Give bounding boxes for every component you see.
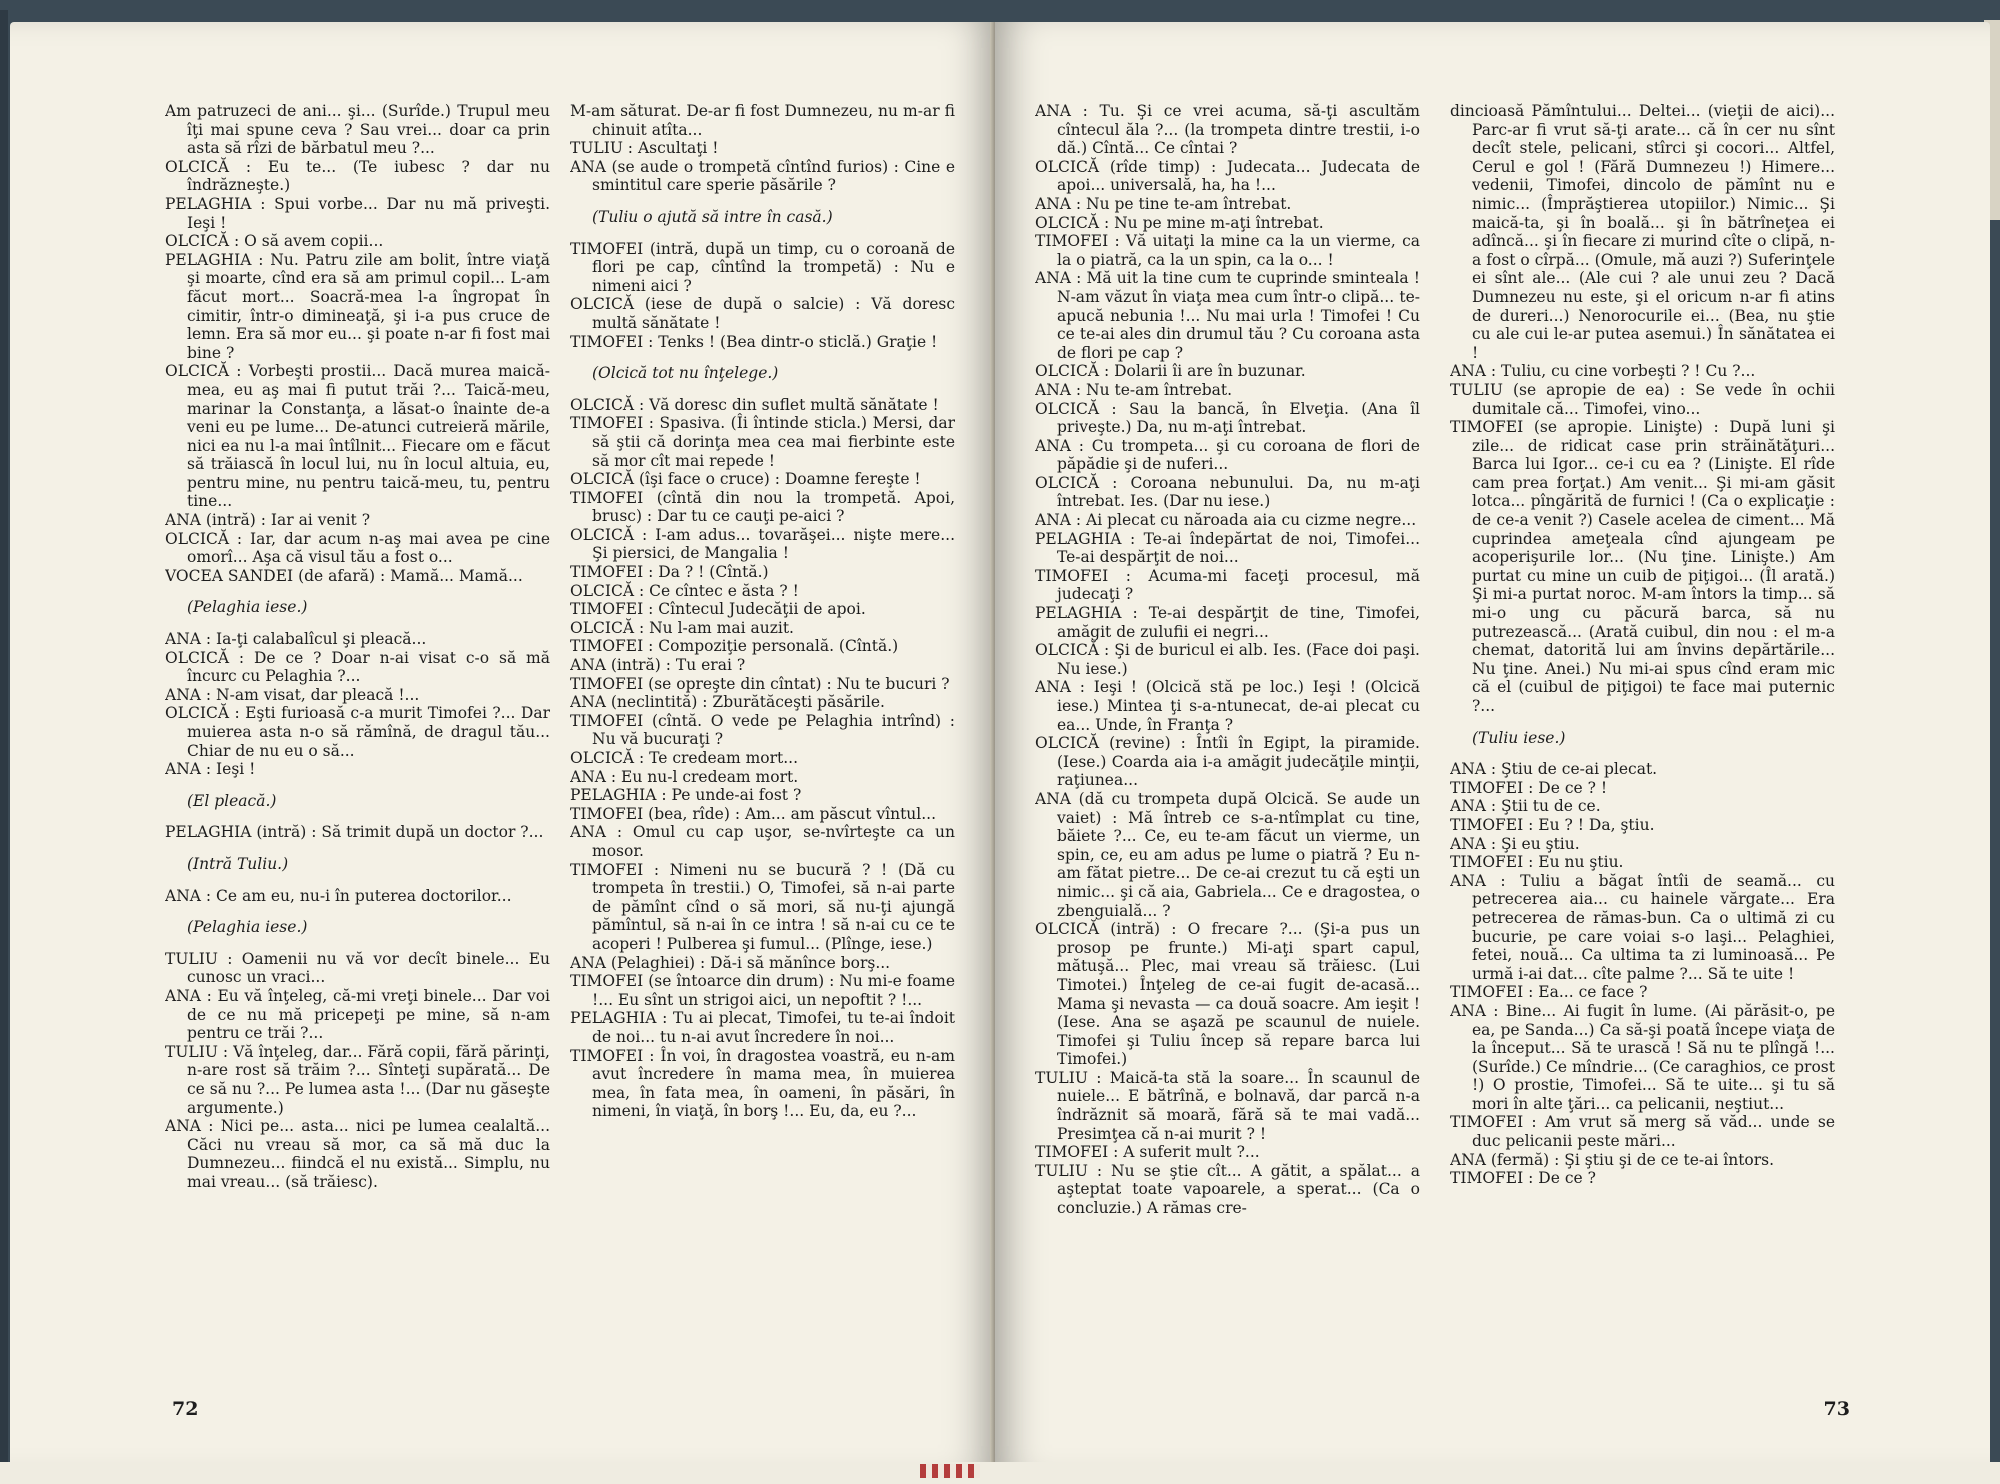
dialogue-line: OLCICĂ (intră) : O frecare ?... (Şi-a pus un prosop pe frunte.) Mi-aţi spart capul, mătuşă... Plec, mai vreau să trăiesc. (Lui Timotei.) Înţeleg de ce-ai fugit de-acasă... Mama şi nevasta — ca două soacre. Am ieşit ! (Iese. Ana se aşază pe scaunul de nuiele. Timofei şi Tuliu încep să repare barca lui Timofei.) [1035, 920, 1420, 1069]
page-number-left: 72 [172, 1398, 199, 1420]
dialogue-line: ANA : Tuliu a băgat întîi de seamă... cu petrecerea aia... cu hainele vărgate... Era petrecerea de rămas-bun. Ca o ultimă zi cu bucurie, pe care voiai s-o laşi... Pelaghiei, fetei, nouă... Ca ultima ta zi luminoasă... Pe urmă i-ai dat... cîte palme ?... Să te uite ! [1450, 871, 1835, 983]
left-page-column-2 [570, 102, 955, 1392]
dialogue-line: ANA : Ieşi ! [165, 760, 256, 779]
dialogue-line: TIMOFEI : Nimeni nu se bucură ? ! (Dă cu trompeta în trestii.) O, Timofei, să n-ai parte de pămînt cînd o să mori, să nu-ţi ajungă pămîntul, să n-ai în ce intra ! să n-ai cu ce te acoperi ! Pulberea şi fumul... (Plînge, iese.) [570, 860, 955, 953]
dialogue-line: TIMOFEI : De ce ? ! [1450, 778, 1608, 797]
dialogue-line: ANA : Omul cu cap uşor, se-nvîrteşte ca un mosor. [570, 823, 955, 860]
dialogue-line: OLCICĂ : Coroana nebunului. Da, nu m-aţi întrebat. Ies. (Dar nu iese.) [1035, 473, 1420, 511]
dialogue-line: dincioasă Pămîntului... Deltei... (vieţii de aici)... Parc-ar fi vrut să-ţi arate... că în cer nu sînt decît stele, pelicani, stîrci şi cocori... Altfel, Cerul e gol ! (Fără Dumnezeu !) Himere... vedenii, Timofei, dincolo de pămînt nu e nimic... (Împrăştierea utopiilor.) Nimic... Şi maică-ta, şi în boală... şi în bătrîneţea ei adîncă... şi în fiecare zi murind cîte o clipă, n-a fost o cîrpă... (Omule, mă auzi ?) Suferinţele ei sînt ale... (Ale cui ? ale unui zeu ? Dacă Dumnezeu nu este, şi el oricum n-ar fi atins de dureri...) Nenorocurile ei... (Bea, nu ştie cu ale cui le-ar putea asemui.) În sănătatea ei ! [1450, 102, 1835, 362]
dialogue-line: OLCICĂ : Dolarii îi are în buzunar. [1035, 362, 1306, 381]
dialogue-line: TULIU : Ascultaţi ! [570, 139, 719, 158]
dialogue-line: TIMOFEI : A suferit mult ?... [1035, 1143, 1260, 1162]
dialogue-line: TIMOFEI : Da ? ! (Cîntă.) [570, 563, 769, 582]
dialogue-line: ANA : Nici pe... asta... nici pe lumea cealaltă... Căci nu vreau să mor, ca să mă duc la Dumnezeu... fiindcă el nu există... Simplu, nu mai vreau... (să trăiesc). [165, 1117, 550, 1191]
dialogue-line: ANA : Ce am eu, nu-i în puterea doctorilor... [165, 886, 512, 905]
dialogue-line: ANA : Ştii tu de ce. [1450, 797, 1601, 816]
dialogue-line: TIMOFEI : Cîntecul Judecăţii de apoi. [570, 600, 866, 619]
dialogue-line: TIMOFEI : Eu nu ştiu. [1450, 853, 1624, 872]
dialogue-line: VOCEA SANDEI (de afară) : Mamă... Mamă... [165, 566, 523, 585]
right-page-column-1 [1035, 102, 1420, 1392]
dialogue-line: ANA : Ai plecat cu năroada aia cu cizme negre... [1035, 511, 1417, 530]
stage-direction: (Tuliu o ajută să intre în casă.) [592, 207, 833, 226]
dialogue-line: TULIU : Nu se ştie cît... A gătit, a spălat... a aşteptat toate vapoarele, a sperat... (Ca o concluzie.) A rămas cre- [1035, 1161, 1420, 1218]
dialogue-line: OLCICĂ : Vă doresc din suflet multă sănătate ! [570, 395, 939, 414]
dialogue-line: ANA : Bine... Ai fugit în lume. (Ai părăsit-o, pe ea, pe Sanda...) Ca să-şi poată începe viaţa de la început... Să te urască ! Să nu te plîngă !... (Surîde.) Ce mîndrie... (Ce caraghios, ce prost !) O prostie, Timofei... Să te uite... şi tu să mori în alte ţări... ca pelicanii, neştiut... [1450, 1001, 1835, 1113]
dialogue-line: OLCICĂ : Te credeam mort... [570, 749, 799, 767]
page-edges [0, 1462, 2000, 1484]
dialogue-line: ANA (neclintită) : Zburătăceşti păsările. [570, 693, 885, 712]
stage-direction: (Intră Tuliu.) [187, 854, 289, 873]
stage-direction: (Pelaghia iese.) [187, 918, 308, 937]
dialogue-line: ANA : N-am visat, dar pleacă !... [165, 685, 420, 704]
dialogue-line: PELAGHIA : Te-ai despărţit de tine, Timofei, amăgit de zulufii ei negri... [1035, 604, 1420, 641]
dialogue-line: ANA : Nu te-am întrebat. [1035, 380, 1233, 399]
dialogue-line: PELAGHIA : Nu. Patru zile am bolit, între viaţă şi moarte, cînd era să am primul copil... L-am făcut mort... Soacră-mea l-a îngropat în cimitir, într-o dimineaţă, şi i-a pus cruce de lemn. Era să mor eu... şi poate n-ar fi fost mai bine ? [165, 250, 550, 362]
dialogue-line: ANA : Eu nu-l credeam mort. [570, 767, 799, 786]
dialogue-line: TIMOFEI (se întoarce din drum) : Nu mi-e foame !... Eu sînt un strigoi aici, un nepoftit ? !... [570, 972, 955, 1009]
dialogue-line: PELAGHIA (intră) : Să trimit după un doctor ?... [165, 823, 544, 842]
dialogue-line: TIMOFEI (cîntă. O vede pe Pelaghia intrînd) : Nu vă bucuraţi ? [570, 711, 955, 749]
dialogue-line: OLCICĂ : Iar, dar acum n-aş mai avea pe cine omorî... Aşa că visul tău a fost o... [165, 529, 550, 567]
dialogue-line: ANA (intră) : Iar ai venit ? [165, 511, 371, 530]
dialogue-line: ANA (intră) : Tu erai ? [570, 656, 746, 675]
dialogue-line: OLCICĂ (rîde timp) : Judecata... Judecata de apoi... universală, ha, ha !... [1035, 157, 1420, 195]
dialogue-line: OLCICĂ (revine) : Întîi în Egipt, la piramide. (Iese.) Coarda aia i-a amăgit judecăţile minţii, raţiunea... [1035, 734, 1420, 790]
dialogue-line: M-am săturat. De-ar fi fost Dumnezeu, nu m-ar fi chinuit atîta... [570, 102, 955, 139]
stage-direction: (El pleacă.) [187, 791, 277, 810]
dialogue-line: TIMOFEI : Compoziţie personală. (Cîntă.) [570, 637, 899, 656]
dialogue-line: ANA : Şi eu ştiu. [1450, 834, 1580, 853]
left-page-column-1 [165, 102, 550, 1392]
dialogue-line: PELAGHIA : Te-ai îndepărtat de noi, Timofei... Te-ai despărţit de noi... [1035, 529, 1420, 567]
dialogue-line: TIMOFEI : Eu ? ! Da, ştiu. [1450, 815, 1655, 834]
dialogue-line: OLCICĂ : Nu pe mine m-aţi întrebat. [1035, 213, 1324, 232]
dialogue-line: TIMOFEI : Ea... ce face ? [1450, 983, 1648, 1002]
dialogue-line: TIMOFEI (bea, rîde) : Am... am păscut vîntul... [570, 804, 937, 823]
dialogue-line: OLCICĂ : De ce ? Doar n-ai visat c-o să mă încurc cu Pelaghia ?... [165, 648, 550, 686]
dialogue-line: OLCICĂ (îşi face o cruce) : Doamne fereşte ! [570, 470, 921, 489]
dialogue-line: Am patruzeci de ani... şi... (Surîde.) Trupul meu îţi mai spune ceva ? Sau vrei... doar ca prin asta să rîzi de bărbatul meu ?... [165, 102, 550, 158]
dialogue-line: ANA : Ştiu de ce-ai plecat. [1450, 760, 1658, 779]
dialogue-line: PELAGHIA : Pe unde-ai fost ? [570, 786, 802, 805]
dialogue-line: OLCICĂ : Ce cîntec e ăsta ? ! [570, 581, 799, 600]
dialogue-line: OLCICĂ : Eşti furioasă c-a murit Timofei ?... Dar muierea asta n-o să rămînă, de dragul tău... Chiar de nu eu o să... [165, 704, 550, 760]
dialogue-line: ANA (Pelaghiei) : Dă-i să mănînce borş... [570, 953, 891, 972]
dialogue-line: ANA : Ia-ţi calabalîcul şi pleacă... [165, 630, 427, 649]
dialogue-line: TIMOFEI (se opreşte din cîntat) : Nu te bucuri ? [570, 674, 950, 693]
dialogue-line: ANA : Tuliu, cu cine vorbeşti ? ! Cu ?... [1450, 362, 1756, 381]
dialogue-line: TULIU : Maică-ta stă la soare... În scaunul de nuiele... E bătrînă, e bolnavă, dar parcă n-a îndrăznit să moară, fără să te mai vadă... Presimţea că n-ai murit ? ! [1035, 1068, 1420, 1143]
dialogue-line: TIMOFEI : Acuma-mi faceţi procesul, mă judecaţi ? [1035, 566, 1420, 604]
dialogue-line: OLCICĂ : Nu l-am mai auzit. [570, 618, 794, 637]
dialogue-line: ANA : Cu trompeta... şi cu coroana de flori de păpădie şi de nuferi... [1035, 436, 1420, 474]
dialogue-line: TULIU : Vă înţeleg, dar... Fără copii, fără părinţi, n-are rost să trăim ?... Sînteţi supărată... De ce să nu ?... Pe lumea asta !... (Dar nu găseşte argumente.) [165, 1042, 550, 1117]
bookmark-ribbon [920, 1464, 980, 1478]
dialogue-line: TIMOFEI : În voi, în dragostea voastră, eu n-am avut încredere în mama mea, în muierea mea, în fata mea, în oameni, în păsări, în nimeni, în viaţă, în borş !... Eu, da, eu ?... [570, 1046, 955, 1121]
dialogue-line: OLCICĂ (iese de după o salcie) : Vă doresc multă sănătate ! [570, 295, 955, 332]
dialogue-line: TIMOFEI : Tenks ! (Bea dintr-o sticlă.) Graţie ! [570, 332, 938, 351]
dialogue-line: TIMOFEI : Am vrut să merg să văd... unde se duc pelicanii peste mări... [1450, 1113, 1835, 1151]
dialogue-line: TIMOFEI (cîntă din nou la trompetă. Apoi, brusc) : Dar tu ce cauţi pe-aici ? [570, 488, 955, 526]
dialogue-line: ANA : Ieşi ! (Olcică stă pe loc.) Ieşi ! (Olcică iese.) Mintea ţi s-a-ntunecat, de-ai plecat cu ea... Unde, în Franţa ? [1035, 678, 1420, 734]
dialogue-line: ANA (dă cu trompeta după Olcică. Se aude un vaiet) : Mă întreb ce s-a-ntîmplat cu tine, băiete ?... Ce, eu te-am făcut un vierme, un spin, ce, eu am adus pe lume o piatră ? Eu n-am fătat pietre... De ce-ai crezut tu că eşti un nimic... şi că aia, Gabriela... Ce e dragostea, o zbenguială... ? [1035, 789, 1420, 920]
dialogue-line: TIMOFEI (intră, după un timp, cu o coroană de flori pe cap, cîntînd la trompetă) : Nu e nimeni aici ? [570, 239, 955, 295]
dialogue-line: PELAGHIA : Tu ai plecat, Timofei, tu te-ai îndoit de noi... tu n-ai avut încredere în noi... [570, 1009, 955, 1046]
dialogue-line: ANA : Tu. Şi ce vrei acuma, să-ţi ascultăm cîntecul ăla ?... (la trompeta dintre trestii, i-o dă.) Cîntă... Ce cîntai ? [1035, 102, 1420, 158]
dialogue-line: ANA : Eu vă înţeleg, că-mi vreţi binele... Dar voi de ce nu mă pricepeţi pe mine, să n-am pentru ce trăi ?... [165, 986, 550, 1043]
dialogue-line: OLCICĂ : I-am adus... tovarăşei... nişte mere... Şi piersici, de Mangalia ! [570, 525, 955, 563]
dialogue-line: OLCICĂ : Şi de buricul ei alb. Ies. (Face doi paşi. Nu iese.) [1035, 641, 1420, 678]
dialogue-line: TIMOFEI : De ce ? [1450, 1169, 1596, 1188]
dialogue-line: PELAGHIA : Spui vorbe... Dar nu mă priveşti. Ieşi ! [165, 194, 550, 232]
right-page [995, 22, 1990, 1472]
book-spread [0, 10, 2000, 1484]
dialogue-line: ANA : Mă uit la tine cum te cuprinde sminteala ! N-am văzut în viaţa mea cum într-o clipă... te-apucă nebunia !... Nu mai urla ! Timofei ! Cu ce te-ai ales din drumul tău ? Cu coroana asta de flori pe cap ? [1035, 269, 1420, 362]
dialogue-line: TULIU : Oamenii nu vă vor decît binele... Eu cunosc un vraci... [165, 949, 550, 987]
stage-direction: (Olcică tot nu înţelege.) [592, 364, 779, 383]
dialogue-line: ANA : Nu pe tine te-am întrebat. [1035, 194, 1292, 213]
dialogue-line: TULIU (se apropie de ea) : Se vede în ochii dumitale că... Timofei, vino... [1450, 380, 1835, 418]
dialogue-line: OLCICĂ : O să avem copii... [165, 232, 384, 251]
stage-direction: (Pelaghia iese.) [187, 598, 308, 617]
dialogue-line: OLCICĂ : Eu te... (Te iubesc ? dar nu îndrăzneşte.) [165, 157, 550, 195]
dialogue-line: TIMOFEI (se apropie. Linişte) : După luni şi zile... de ridicat case prin străinătăţuri... Barca lui Igor... ce-i cu ea ? (Linişte. El rîde cam prea forţat.) Am venit... Şi mi-am găsit lotca... pîngărită de furnici ! (Ca o explicaţie : de ce-a venit ?) Casele acelea de ciment... Mă cuprindea ameţeala cînd ajungeam pe acoperişurile lor... (Nu ţine. Linişte.) Am purtat cu mine un cuib de piţigoi... (Îl arată.) Şi mi-a purtat noroc. M-am întors la timp... să mi-o ung cu păcură barca, să nu putrezească... (Arată cuibul, din nou : el m-a chemat, datorită lui am învins depărtările... Nu ţine. Anei.) Nu mi-ai spus cînd eram mic că el (cuibul de piţigoi) te face mai puternic ?... [1450, 418, 1835, 715]
page-number-right: 73 [1823, 1398, 1850, 1420]
dialogue-line: TIMOFEI : Vă uitaţi la mine ca la un vierme, ca la o piatră, ca la un spin, ca la o... ! [1035, 232, 1420, 269]
dialogue-line: TIMOFEI : Spasiva. (Îi întinde sticla.) Mersi, dar să ştii că dorinţa mea cea mai fierbinte este să mor cît mai repede ! [570, 414, 955, 470]
dialogue-line: ANA (fermă) : Şi ştiu şi de ce te-ai întors. [1450, 1150, 1775, 1169]
left-page [10, 22, 995, 1472]
dialogue-line: OLCICĂ : Vorbeşti prostii... Dacă murea maică-mea, eu aş mai fi putut trăi ?... Taică-meu, marinar la Constanţa, a lăsat-o înainte de-a veni eu pe lume... De-atunci cutreieră mările, nici ea nu l-a mai întîlnit... Fiecare om e făcut să trăiască în locul lui, nu în locul altuia, eu, pentru mine, nu pentru taică-meu, tu, pentru tine... [165, 362, 550, 511]
dialogue-line: ANA (se aude o trompetă cîntînd furios) : Cine e smintitul care sperie păsările ? [570, 157, 955, 195]
right-page-column-2 [1450, 102, 1835, 1392]
stage-direction: (Tuliu iese.) [1472, 728, 1566, 747]
dialogue-line: OLCICĂ : Sau la bancă, în Elveţia. (Ana îl priveşte.) Da, nu m-aţi întrebat. [1035, 399, 1420, 437]
